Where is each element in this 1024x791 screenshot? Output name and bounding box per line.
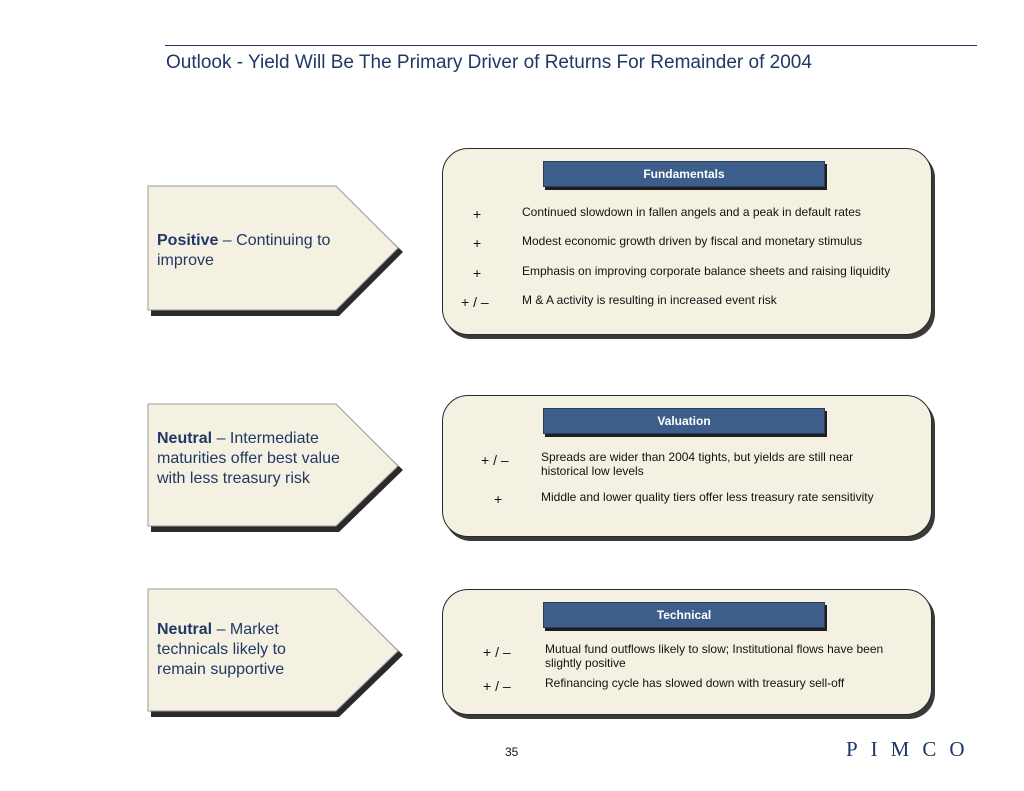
outlook-description: – Market technicals likely to remain supportive	[157, 621, 286, 678]
sign-indicator: + / –	[483, 678, 511, 694]
outlook-arrow-fundamentals	[148, 186, 400, 312]
item-text: Middle and lower quality tiers offer less treasury rate sensitivity	[541, 490, 874, 504]
sign-indicator: +	[473, 265, 482, 281]
sign-indicator: +	[473, 235, 482, 251]
item-text: Emphasis on improving corporate balance sheets and raising liquidity	[522, 264, 891, 278]
fundamentals-box	[442, 148, 932, 335]
page-number: 35	[505, 745, 519, 759]
item-text: Mutual fund outflows likely to slow; Institutional flows have been slightly positive	[545, 642, 884, 670]
item-text: Continued slowdown in fallen angels and a peak in default rates	[522, 205, 861, 219]
outlook-rating: Positive	[157, 232, 219, 249]
sign-indicator: +	[473, 206, 482, 222]
item-text: M & A activity is resulting in increased event risk	[522, 293, 777, 307]
outlook-rating: Neutral	[157, 430, 213, 447]
outlook-arrow-technical	[148, 589, 400, 713]
valuation-header: Valuation	[543, 408, 825, 434]
item-text: Modest economic growth driven by fiscal and monetary stimulus	[522, 234, 863, 248]
sign-indicator: + / –	[483, 644, 511, 660]
technical-box	[442, 589, 932, 715]
sign-indicator: + / –	[481, 452, 509, 468]
sign-indicator: +	[494, 491, 503, 507]
outlook-text-fundamentals	[157, 231, 335, 271]
page-title: Outlook - Yield Will Be The Primary Driver of Returns For Remainder of 2004	[166, 52, 812, 73]
outlook-arrow-valuation	[148, 404, 400, 528]
item-text: Spreads are wider than 2004 tights, but yields are still near historical low levels	[541, 450, 854, 478]
title-rule	[165, 45, 977, 46]
outlook-text-technical	[157, 620, 327, 680]
sign-indicator: + / –	[461, 294, 489, 310]
valuation-box	[442, 395, 932, 537]
fundamentals-header: Fundamentals	[543, 161, 825, 187]
outlook-text-valuation	[157, 429, 342, 489]
outlook-description: – Continuing to improve	[157, 232, 331, 269]
pimco-logo: PIMCO	[846, 737, 978, 761]
outlook-rating: Neutral	[157, 621, 213, 638]
item-text: Refinancing cycle has slowed down with treasury sell-off	[545, 676, 845, 690]
outlook-description: – Intermediate maturities offer best value with less treasury risk	[157, 430, 340, 487]
technical-header: Technical	[543, 602, 825, 628]
